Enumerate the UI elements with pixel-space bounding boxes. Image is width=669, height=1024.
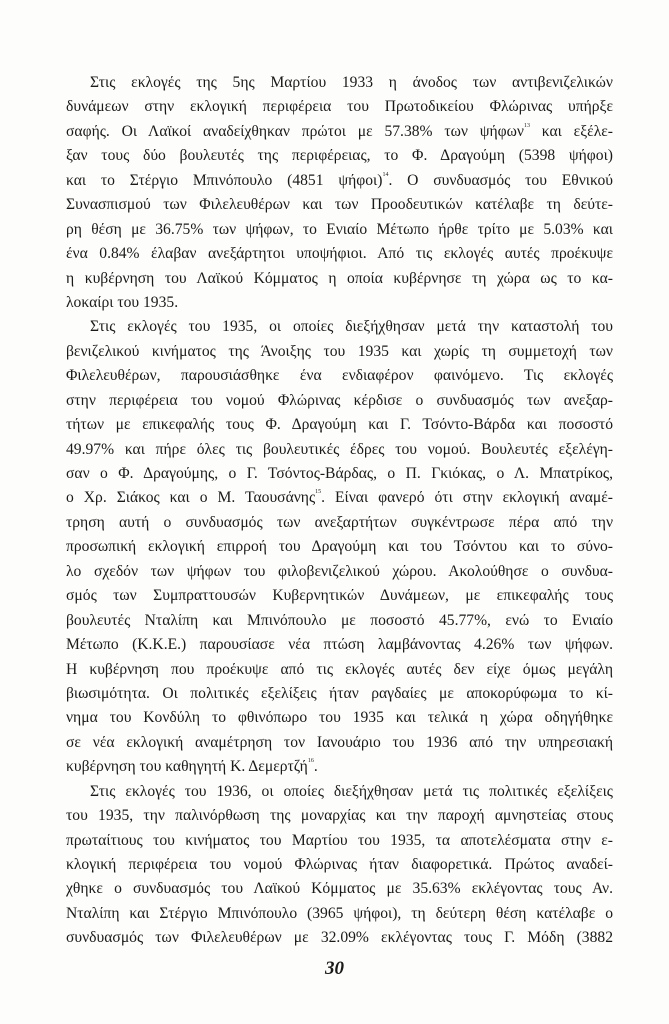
paragraph: [66, 71, 613, 315]
footnote-marker[interactable]: 16: [307, 758, 314, 765]
text-line: δυνάμεων στην εκλογική περιφέρεια του Πρωτοδικείου Φλώρινας υπήρξε: [66, 98, 613, 116]
body-text: [66, 71, 613, 951]
text-line: Συνασπισμού των Φιλελευθέρων και των Προοδευτικών κατέλαβε τη δεύτε-: [66, 196, 613, 214]
footnote-marker[interactable]: 14: [382, 171, 389, 178]
text-line: ένα 0.84% έλαβαν ανεξάρτητοι υποψήφιοι. Από τις εκλογές αυτές προέκυψε: [66, 245, 613, 263]
text-line: [66, 755, 613, 779]
text-line: ξαν τους δύο βουλευτές της περιφέρειας, το Φ. Δραγούμη (5398 ψήφοι): [66, 147, 613, 165]
text-line: Μέτωπο (Κ.Κ.Ε.) παρουσίασε νέα πτώση λαμβάνοντας 4.26% των ψήφων.: [66, 636, 613, 654]
text-line: σμός των Συμπραττουσών Κυβερνητικών Δυνάμεων, με επικεφαλής τους: [66, 587, 613, 605]
text-line: [66, 120, 613, 144]
text-line: [66, 169, 613, 193]
text-line: πρωταίτιους του κινήματος του Μαρτίου του 1935, τα αποτελέσματα στην ε-: [66, 831, 613, 849]
text-line: στην περιφέρεια του νομού Φλώρινας κέρδισε ο συνδυασμός των ανεξαρ-: [66, 391, 613, 409]
line-text: κυβέρνηση του καθηγητή Κ. Δεμερτζή: [66, 758, 308, 776]
text-line: σε νέα εκλογική αναμέτρηση τον Ιανουάριο του 1936 από την υπηρεσιακή: [66, 733, 613, 751]
footnote-marker[interactable]: 13: [523, 122, 530, 129]
text-line: νημα του Κονδύλη το φθινόπωρο του 1935 και τελικά η χώρα οδηγήθηκε: [66, 709, 613, 727]
footnote-marker[interactable]: 15: [315, 489, 322, 496]
text-line: η κυβέρνηση του Λαϊκού Κόμματος η οποία κυβέρνησε τη χώρα ως το κα-: [66, 269, 613, 287]
text-line: 49.97% και πήρε όλες τις βουλευτικές έδρες του νομού. Βουλευτές εξελέγη-: [66, 440, 613, 458]
text-line: Φιλελευθέρων, παρουσιάσθηκε ένα ενδιαφέρον φαινόμενο. Τις εκλογές: [66, 367, 613, 385]
text-line: χθηκε ο συνδυασμός του Λαϊκού Κόμματος με 35.63% εκλέγοντας τους Αν.: [66, 880, 613, 898]
line-text: . Ο συνδυασμός του Εθνικού: [388, 171, 613, 189]
line-text: ο Χρ. Σιάκος και ο Μ. Ταουσάνης: [66, 489, 316, 507]
text-line: Στις εκλογές του 1935, οι οποίες διεξήχθησαν μετά την καταστολή του: [90, 318, 613, 336]
text-line: λο σχεδόν των ψήφων του φιλοβενιζελικού χώρου. Ακολούθησε ο συνδυα-: [66, 562, 613, 580]
text-line: τήτων με επικεφαλής τους Φ. Δραγούμη και Γ. Τσόντο-Βάρδα και ποσοστό: [66, 416, 613, 434]
text-line: Στις εκλογές του 1936, οι οποίες διεξήχθησαν μετά τις πολιτικές εξελίξεις: [90, 782, 613, 800]
text-line: [66, 486, 613, 510]
paragraph: [66, 780, 613, 951]
text-line: βιωσιμότητα. Οι πολιτικές εξελίξεις ήταν ραγδαίες με αποκορύφωμα το κί-: [66, 684, 613, 702]
paragraph: [66, 315, 613, 779]
text-line: βουλευτές Νταλίπη και Μπινόπουλο με ποσοστό 45.77%, ενώ το Ενιαίο: [66, 611, 613, 629]
text-line: ρη θέση με 36.75% των ψήφων, το Ενιαίο Μέτωπο ήρθε τρίτο με 5.03% και: [66, 220, 613, 238]
text-line: προσωπική εκλογική επιρροή του Δραγούμη και του Τσόντου και το σύνο-: [66, 538, 613, 556]
text-line: Η κυβέρνηση που προέκυψε από τις εκλογές αυτές δεν είχε όμως μεγάλη: [66, 660, 613, 678]
line-text: σαφής. Οι Λαϊκοί αναδείχθηκαν πρώτοι με 57.38% των ψήφων: [66, 122, 524, 140]
line-text: και εξέλε-: [529, 122, 613, 140]
line-text: . Είναι φανερό ότι στην εκλογική αναμέ-: [321, 489, 613, 507]
line-text: .: [313, 758, 318, 776]
line-text: και το Στέργιο Μπινόπουλο (4851 ψήφοι): [66, 171, 383, 189]
text-line: συνδυασμός των Φιλελευθέρων με 32.09% εκλέγοντας τους Γ. Μόδη (3882: [66, 929, 613, 947]
text-line: λοκαίρι του 1935.: [66, 293, 179, 311]
text-line: του 1935, την παλινόρθωση της μοναρχίας και την παροχή αμνηστείας στους: [66, 807, 613, 825]
text-line: τρηση αυτή ο συνδυασμός των ανεξαρτήτων συγκέντρωσε πέρα από την: [66, 513, 613, 531]
page-number: 30: [325, 958, 344, 979]
text-line: σαν ο Φ. Δραγούμης, ο Γ. Τσόντος-Βάρδας, ο Π. Γκιόκας, ο Λ. Μπατρίκος,: [66, 465, 613, 482]
text-line: Νταλίπη και Στέργιο Μπινόπουλο (3965 ψήφοι), τη δεύτερη θέση κατέλαβε ο: [66, 904, 613, 922]
text-line: Στις εκλογές της 5ης Μαρτίου 1933 η άνοδος των αντιβενιζελικών: [90, 74, 613, 91]
text-line: βενιζελικού κινήματος της Άνοιξης του 1935 και χωρίς τη συμμετοχή των: [66, 342, 613, 360]
text-line: κλογική περιφέρεια του νομού Φλώρινας ήταν διαφορετικά. Πρώτος αναδεί-: [66, 856, 613, 873]
